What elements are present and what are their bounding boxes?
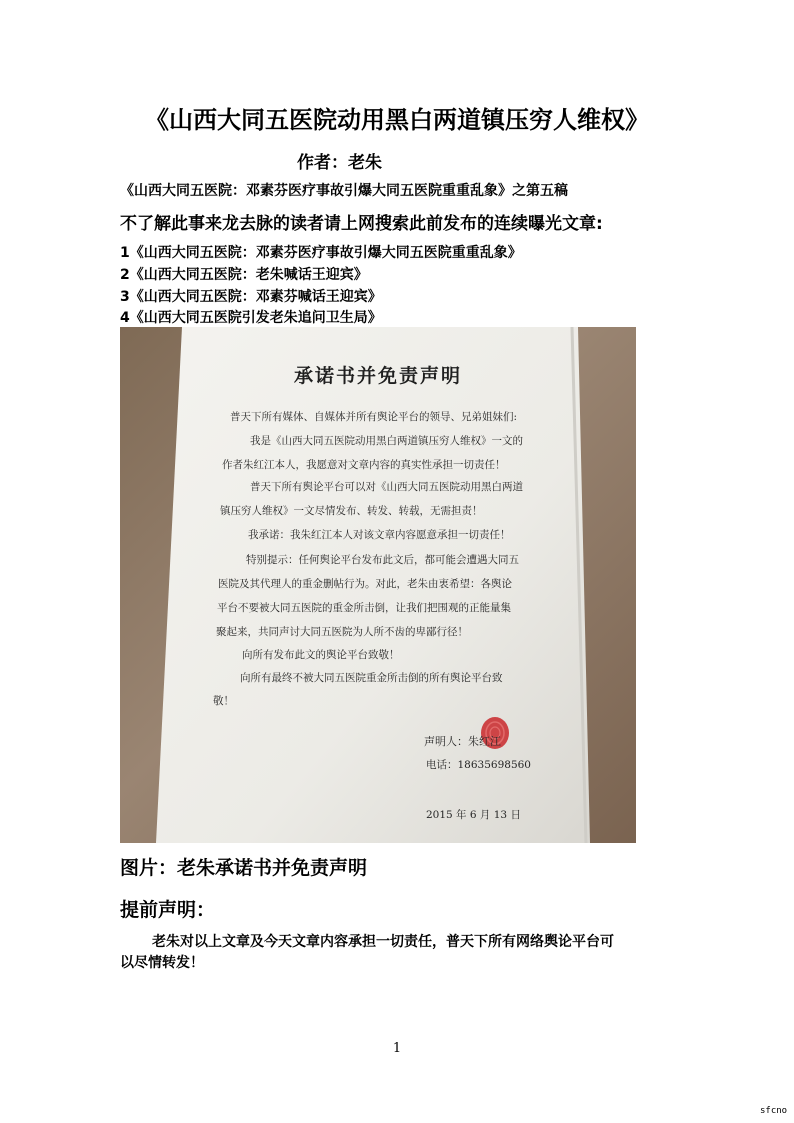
letter-line: 聚起来，共同声讨大同五医院为人所不齿的卑鄙行径！ (216, 626, 468, 638)
contact-phone: 电话：18635698560 (426, 759, 531, 771)
photo-caption: 图片：老朱承诺书并免责声明 (120, 857, 368, 879)
letter-line: 敬！ (213, 695, 234, 707)
intro-text: 不了解此事来龙去脉的读者请上网搜索此前发布的连续曝光文章: (120, 214, 603, 234)
letter-date: 2015 年 6 月 13 日 (426, 809, 521, 821)
letter-line: 作者朱红江本人，我愿意对文章内容的真实性承担一切责任！ (222, 459, 506, 471)
article-list-item: 4《山西大同五医院引发老朱追问卫生局》 (120, 310, 382, 326)
letter-line: 特别提示：任何舆论平台发布此文后，都可能会遭遇大同五 (246, 554, 519, 566)
author-line: 作者：老朱 (297, 153, 382, 173)
letter-line: 我承诺：我朱红江本人对该文章内容愿意承担一切责任！ (248, 529, 511, 541)
letter-line: 镇压穷人维权》一文尽情发布、转发、转载，无需担责！ (220, 505, 483, 517)
letter-line: 普天下所有媒体、自媒体并所有舆论平台的领导、兄弟姐妹们: (230, 411, 518, 423)
statement-text: 以尽情转发！ (120, 955, 204, 971)
declarant-signature: 声明人：朱红江 (424, 735, 501, 748)
corner-watermark: sfcno (760, 1106, 788, 1116)
letter-line: 向所有发布此文的舆论平台致敬！ (242, 649, 400, 661)
letter-line: 医院及其代理人的重金删帖行为。对此，老朱由衷希望：各舆论 (218, 578, 512, 590)
page-number: 1 (392, 1041, 402, 1056)
letter-line: 平台不要被大同五医院的重金所击倒，让我们把围观的正能量集 (217, 602, 511, 614)
letter-line: 我是《山西大同五医院动用黑白两道镇压穷人维权》一文的 (250, 435, 523, 447)
pre-statement-heading: 提前声明： (120, 899, 216, 921)
series-note: 《山西大同五医院：邓素芬医疗事故引爆大同五医院重重乱象》之第五稿 (120, 183, 568, 199)
letter-line: 向所有最终不被大同五医院重金所击倒的所有舆论平台致 (240, 672, 503, 684)
document-title: 《山西大同五医院动用黑白两道镇压穷人维权》 (145, 106, 649, 134)
commitment-letter-photo (120, 327, 636, 843)
statement-text: 老朱对以上文章及今天文章内容承担一切责任，普天下所有网络舆论平台可 (152, 934, 614, 950)
article-list-item: 1《山西大同五医院：邓素芬医疗事故引爆大同五医院重重乱象》 (120, 245, 522, 261)
letter-line: 普天下所有舆论平台可以对《山西大同五医院动用黑白两道 (250, 481, 523, 493)
article-list-item: 3《山西大同五医院：邓素芬喊话王迎宾》 (120, 289, 382, 305)
article-list-item: 2《山西大同五医院：老朱喊话王迎宾》 (120, 267, 368, 283)
letter-heading: 承诺书并免责声明 (293, 365, 462, 387)
